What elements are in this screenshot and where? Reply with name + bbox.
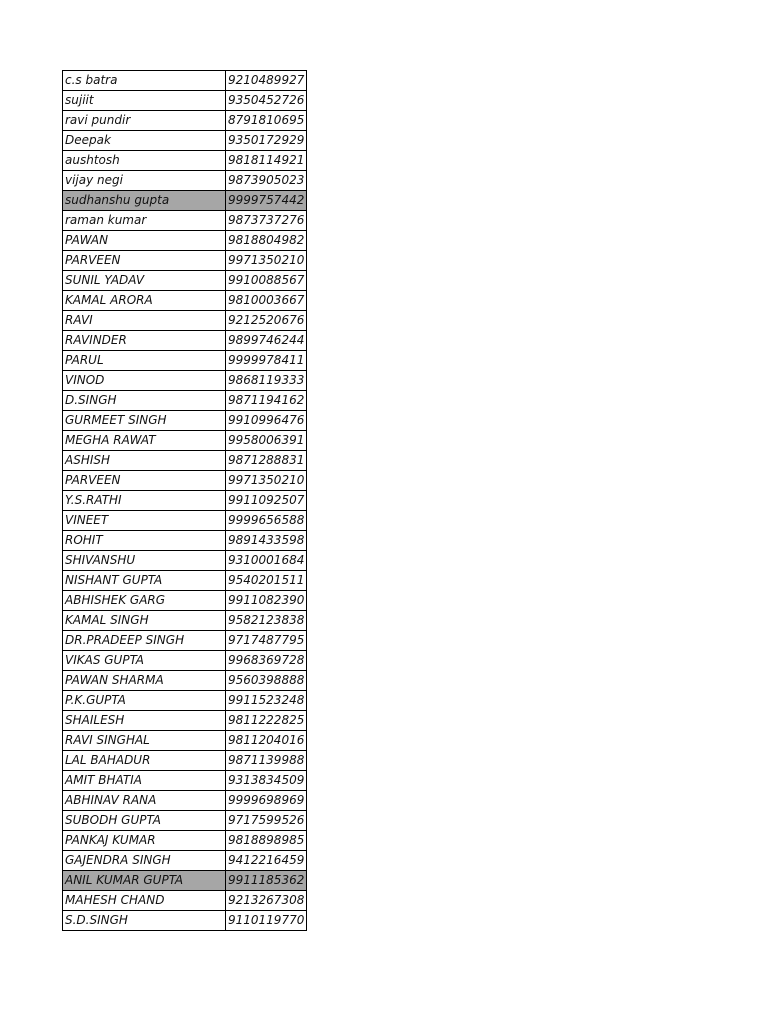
contact-phone-cell[interactable]: 9999978411 (226, 351, 307, 371)
contact-phone-cell[interactable]: 9350172929 (226, 131, 307, 151)
contact-name-cell[interactable]: DR.PRADEEP SINGH (63, 631, 226, 651)
contact-phone-cell[interactable]: 9310001684 (226, 551, 307, 571)
contact-phone-cell[interactable]: 9999656588 (226, 511, 307, 531)
contact-phone-cell[interactable]: 9873905023 (226, 171, 307, 191)
table-row (63, 531, 307, 551)
table-row (63, 571, 307, 591)
table-row (63, 811, 307, 831)
contact-name-cell[interactable]: NISHANT GUPTA (63, 571, 226, 591)
contact-name-cell[interactable]: c.s batra (63, 71, 226, 91)
contact-name-cell[interactable]: AMIT BHATIA (63, 771, 226, 791)
contact-phone-cell[interactable]: 9582123838 (226, 611, 307, 631)
table-row (63, 191, 307, 211)
table-row (63, 491, 307, 511)
table-row (63, 331, 307, 351)
table-row (63, 731, 307, 751)
table-row (63, 111, 307, 131)
table-row (63, 851, 307, 871)
contact-phone-cell[interactable]: 9868119333 (226, 371, 307, 391)
contact-name-cell[interactable]: PARVEEN (63, 471, 226, 491)
contact-phone-cell[interactable]: 9811204016 (226, 731, 307, 751)
contact-name-cell[interactable]: D.SINGH (63, 391, 226, 411)
table-row (63, 751, 307, 771)
table-row (63, 391, 307, 411)
contact-name-cell[interactable]: raman kumar (63, 211, 226, 231)
contact-name-cell[interactable]: SUNIL YADAV (63, 271, 226, 291)
contact-name-cell[interactable]: ROHIT (63, 531, 226, 551)
contact-phone-cell[interactable]: 9911082390 (226, 591, 307, 611)
contact-name-cell[interactable]: SHIVANSHU (63, 551, 226, 571)
table-row (63, 131, 307, 151)
contact-phone-cell[interactable]: 9818898985 (226, 831, 307, 851)
contact-name-cell[interactable]: Y.S.RATHI (63, 491, 226, 511)
table-row (63, 831, 307, 851)
table-row (63, 471, 307, 491)
contact-phone-cell[interactable]: 9871194162 (226, 391, 307, 411)
table-row (63, 631, 307, 651)
contact-name-cell[interactable]: PANKAJ KUMAR (63, 831, 226, 851)
contact-name-cell[interactable]: vijay negi (63, 171, 226, 191)
table-row (63, 431, 307, 451)
contact-name-cell[interactable]: VINOD (63, 371, 226, 391)
contact-name-cell[interactable]: SHAILESH (63, 711, 226, 731)
table-row (63, 551, 307, 571)
table-row (63, 251, 307, 271)
contact-phone-cell[interactable]: 9540201511 (226, 571, 307, 591)
contact-phone-cell[interactable]: 9818804982 (226, 231, 307, 251)
contact-phone-cell[interactable]: 9911092507 (226, 491, 307, 511)
contact-phone-cell[interactable]: 9560398888 (226, 671, 307, 691)
table-row (63, 711, 307, 731)
contact-phone-cell[interactable]: 9212520676 (226, 311, 307, 331)
contact-name-cell[interactable]: VINEET (63, 511, 226, 531)
table-row (63, 371, 307, 391)
table-row (63, 171, 307, 191)
contact-name-cell[interactable]: ABHINAV RANA (63, 791, 226, 811)
contact-phone-cell[interactable]: 9210489927 (226, 71, 307, 91)
contact-name-cell[interactable]: RAVINDER (63, 331, 226, 351)
contact-phone-cell[interactable]: 9313834509 (226, 771, 307, 791)
contact-phone-cell[interactable]: 9958006391 (226, 431, 307, 451)
contact-phone-cell[interactable]: 9999757442 (226, 191, 307, 211)
contact-name-cell[interactable]: GURMEET SINGH (63, 411, 226, 431)
contact-phone-cell[interactable]: 9891433598 (226, 531, 307, 551)
table-row (63, 91, 307, 111)
contact-phone-cell[interactable]: 8791810695 (226, 111, 307, 131)
table-row (63, 611, 307, 631)
contact-name-cell[interactable]: sujiit (63, 91, 226, 111)
table-row (63, 231, 307, 251)
table-row (63, 771, 307, 791)
contact-name-cell[interactable]: PARVEEN (63, 251, 226, 271)
contact-name-cell[interactable]: PAWAN (63, 231, 226, 251)
table-row (63, 871, 307, 891)
contact-name-cell[interactable]: ASHISH (63, 451, 226, 471)
contact-phone-cell[interactable]: 9717487795 (226, 631, 307, 651)
contact-name-cell[interactable]: PAWAN SHARMA (63, 671, 226, 691)
contact-name-cell[interactable]: KAMAL SINGH (63, 611, 226, 631)
contact-table (62, 70, 307, 931)
contact-phone-cell[interactable]: 9350452726 (226, 91, 307, 111)
contact-phone-cell[interactable]: 9871139988 (226, 751, 307, 771)
table-row (63, 511, 307, 531)
table-row (63, 891, 307, 911)
table-row (63, 271, 307, 291)
table-row (63, 911, 307, 931)
table-row (63, 151, 307, 171)
table-row (63, 591, 307, 611)
contact-name-cell[interactable]: MAHESH CHAND (63, 891, 226, 911)
contact-name-cell[interactable]: ravi pundir (63, 111, 226, 131)
contact-phone-cell[interactable]: 9910088567 (226, 271, 307, 291)
contact-name-cell[interactable]: LAL BAHADUR (63, 751, 226, 771)
table-row (63, 411, 307, 431)
contact-phone-cell[interactable]: 9971350210 (226, 471, 307, 491)
contact-name-cell[interactable]: GAJENDRA SINGH (63, 851, 226, 871)
contact-phone-cell[interactable]: 9910996476 (226, 411, 307, 431)
contact-name-cell[interactable]: VIKAS GUPTA (63, 651, 226, 671)
contact-phone-cell[interactable]: 9110119770 (226, 911, 307, 931)
table-row (63, 651, 307, 671)
contact-phone-cell[interactable]: 9899746244 (226, 331, 307, 351)
contact-name-cell[interactable]: PARUL (63, 351, 226, 371)
contact-name-cell[interactable]: P.K.GUPTA (63, 691, 226, 711)
table-row (63, 791, 307, 811)
table-row (63, 291, 307, 311)
contact-name-cell[interactable]: MEGHA RAWAT (63, 431, 226, 451)
contact-phone-cell[interactable]: 9911185362 (226, 871, 307, 891)
contact-name-cell[interactable]: ABHISHEK GARG (63, 591, 226, 611)
contact-name-cell[interactable]: S.D.SINGH (63, 911, 226, 931)
contact-phone-cell[interactable]: 9873737276 (226, 211, 307, 231)
contact-name-cell[interactable]: Deepak (63, 131, 226, 151)
contact-name-cell[interactable]: sudhanshu gupta (63, 191, 226, 211)
contact-phone-cell[interactable]: 9968369728 (226, 651, 307, 671)
contact-phone-cell[interactable]: 9213267308 (226, 891, 307, 911)
contact-phone-cell[interactable]: 9818114921 (226, 151, 307, 171)
table-row (63, 671, 307, 691)
contact-phone-cell[interactable]: 9810003667 (226, 291, 307, 311)
contact-phone-cell[interactable]: 9811222825 (226, 711, 307, 731)
table-row (63, 311, 307, 331)
contact-name-cell[interactable]: SUBODH GUPTA (63, 811, 226, 831)
table-row (63, 71, 307, 91)
table-row (63, 691, 307, 711)
contact-name-cell[interactable]: KAMAL ARORA (63, 291, 226, 311)
contact-name-cell[interactable]: RAVI SINGHAL (63, 731, 226, 751)
contact-name-cell[interactable]: ANIL KUMAR GUPTA (63, 871, 226, 891)
contact-phone-cell[interactable]: 9717599526 (226, 811, 307, 831)
contact-phone-cell[interactable]: 9871288831 (226, 451, 307, 471)
contact-table-body (63, 71, 307, 931)
contact-name-cell[interactable]: RAVI (63, 311, 226, 331)
contact-phone-cell[interactable]: 9911523248 (226, 691, 307, 711)
contact-phone-cell[interactable]: 9971350210 (226, 251, 307, 271)
contact-phone-cell[interactable]: 9999698969 (226, 791, 307, 811)
table-row (63, 451, 307, 471)
table-row (63, 211, 307, 231)
contact-phone-cell[interactable]: 9412216459 (226, 851, 307, 871)
table-row (63, 351, 307, 371)
contact-name-cell[interactable]: aushtosh (63, 151, 226, 171)
